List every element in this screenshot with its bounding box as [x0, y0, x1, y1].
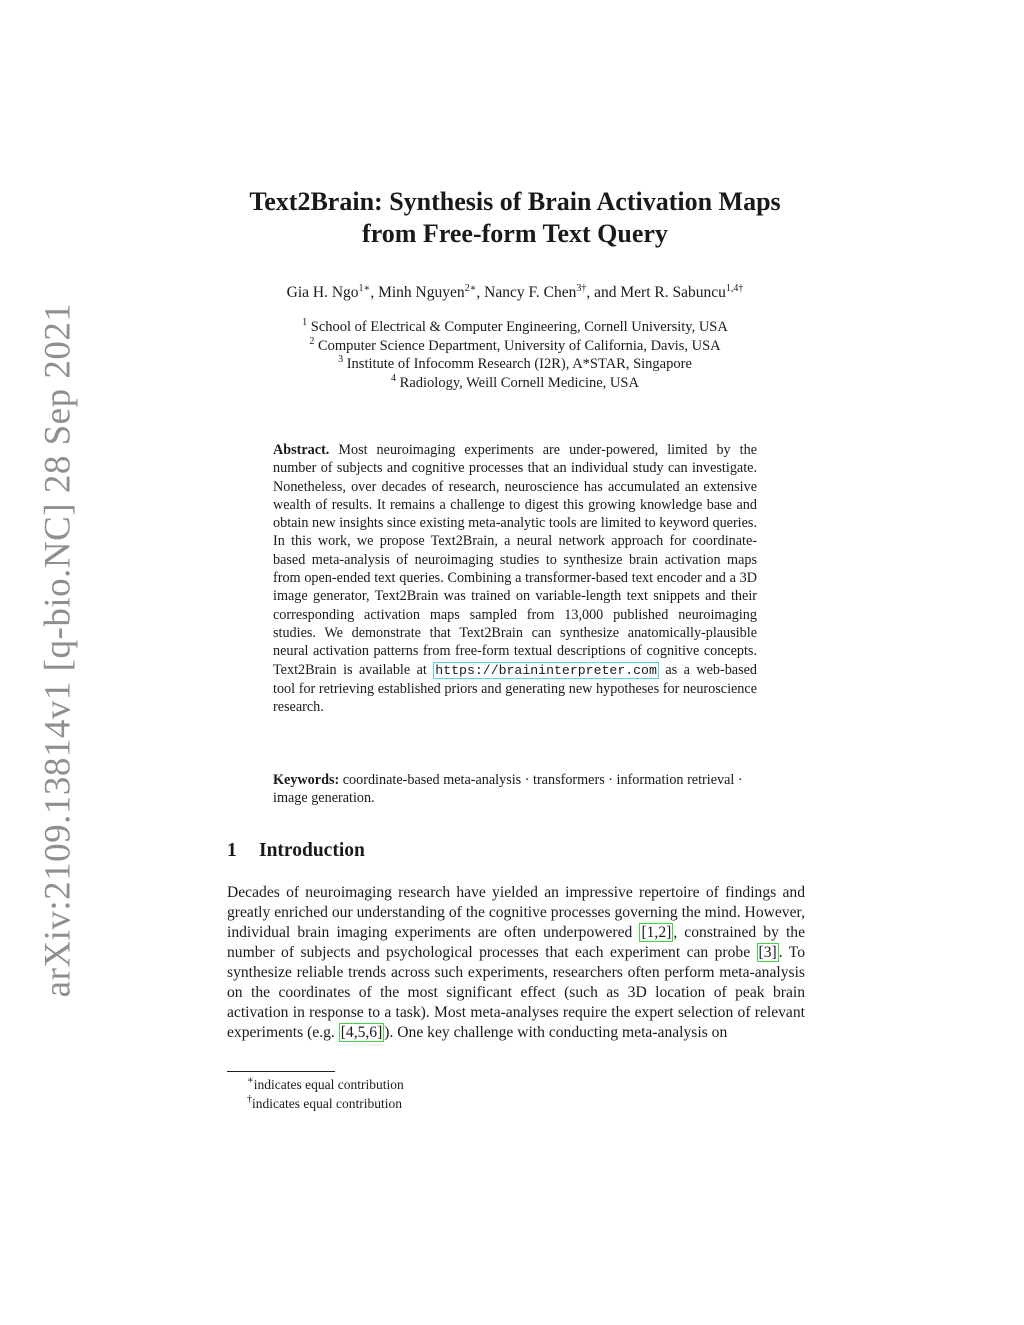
affiliation-2: $^2$ Computer Science Department, University of California, Davis, USA: [309, 335, 721, 354]
author-4: Mert R. Sabuncu: [620, 284, 726, 301]
author-list: Gia H. Ngo$^{1∗}$, Minh Nguyen$^{2∗}$, Nancy F. Chen$^{3\dagger}$, and Mert R. Sabuncu$^{1,4\dagger}$: [286, 283, 744, 301]
author-3-affil: 3†: [576, 283, 587, 294]
section-title: Introduction: [259, 840, 365, 861]
keywords-text: coordinate-based meta-analysis · transformers · information retrieval · image generation.: [273, 772, 743, 807]
section-number: 1: [227, 840, 237, 861]
title-line-2: from Free-form Text Query: [362, 219, 668, 248]
citation-link[interactable]: [3]: [758, 944, 777, 961]
author-2: Minh Nguyen: [378, 284, 465, 301]
author-1-affil: 1∗: [358, 283, 371, 294]
author-4-affil: 1,4†: [725, 283, 744, 294]
affiliation-4: $^4$ Radiology, Weill Cornell Medicine, USA: [391, 372, 639, 391]
author-3: Nancy F. Chen: [484, 284, 577, 301]
project-url-link[interactable]: https://braininterpreter.com: [435, 662, 657, 678]
footnote-divider: [227, 1071, 335, 1072]
abstract: [273, 441, 757, 716]
author-1: Gia H. Ngo: [286, 284, 359, 301]
footnote-2: †indicates equal contribution: [247, 1094, 402, 1111]
introduction-text: Decades of neuroimaging research have yielded an impressive repertoire of findings and greatly enriched our understanding of the cognitive processes governing the mind. However, individual brain imaging experiments are often underpowered [1,2] , constrained by the number of subjects and psychological processes that each experiment can probe [3] . To synthesize reliable trends across such experiments, researchers often perform meta-analysis on the coordinates of the most significant effect (such as 3D location of peak brain activation in response to a task). Most meta-analyses require the expert selection of relevant experiments (e.g. [4,5,6] ). One key challenge with conducting meta-analysis on: [227, 884, 805, 1041]
title-line-1: Text2Brain: Synthesis of Brain Activation Maps: [249, 187, 781, 216]
citation-link[interactable]: [4,5,6]: [340, 1024, 383, 1041]
keywords: [273, 771, 757, 808]
paper-title: [200, 186, 830, 250]
affiliations: [200, 318, 830, 392]
abstract-label: Abstract.: [273, 442, 330, 458]
keywords-label: Keywords:: [273, 772, 340, 788]
citation-link[interactable]: [1,2]: [641, 924, 672, 941]
affiliation-3: $^3$ Institute of Infocomm Research (I2R), A*STAR, Singapore: [338, 354, 692, 372]
footnote-1: ∗indicates equal contribution: [247, 1075, 404, 1092]
arxiv-identifier: arXiv:2109.13814v1 [q-bio.NC] 28 Sep 2021: [37, 302, 79, 998]
affiliation-1: $^1$ School of Electrical & Computer Engineering, Cornell University, USA: [302, 317, 728, 335]
author-2-affil: 2∗: [464, 283, 477, 294]
abstract-text-end: as a web-based tool for retrieving established priors and generating new hypotheses for neuroscience research.: [273, 661, 757, 716]
abstract-text: Most neuroimaging experiments are under-powered, limited by the number of subjects and cognitive processes that an individual study can investigate. Nonetheless, over decades of research, neuroscience has accumulated an extensive wealth of results. It remains a challenge to digest this growing knowledge base and obtain new insights since existing meta-analytic tools are limited to keyword queries. In this work, we propose Text2Brain, a neural network approach for coordinate-based meta-analysis of neuroimaging studies to synthesize brain activation maps from open-ended text queries. Combining a transformer-based text encoder and a 3D image generator, Text2Brain was trained on variable-length text snippets and their corresponding activation maps sampled from 13,000 published neuroimaging studies. We demonstrate that Text2Brain can synthesize anatomically-plausible neural activation patterns from free-form textual descriptions of cognitive concepts. Text2Brain is available at: [273, 442, 757, 678]
